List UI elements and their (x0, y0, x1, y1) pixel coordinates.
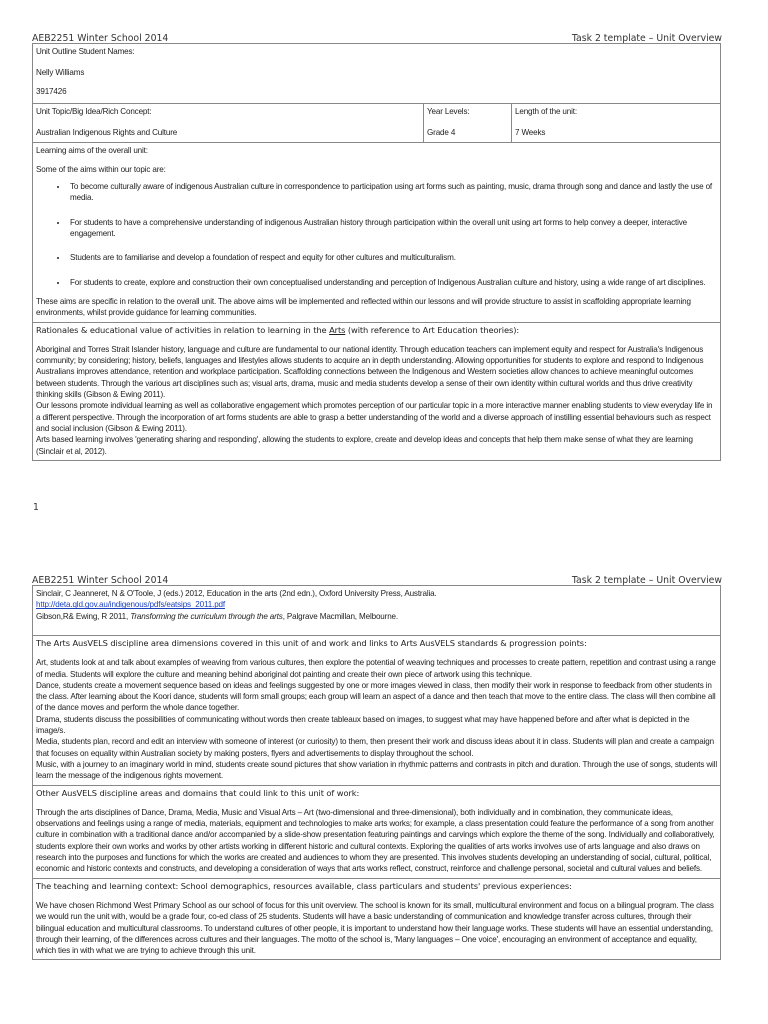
reference-gibson-authors: Gibson,R& Ewing, R 2011, (36, 611, 131, 621)
context-cell (33, 878, 721, 960)
rationale-label-arts: Arts (329, 324, 346, 335)
rationale-label-end: (with reference to Art Education theories): (345, 324, 520, 335)
length-value: 7 Weeks (515, 128, 546, 138)
unit-overview-table-2 (32, 585, 721, 960)
dimensions-art: Art, students look at and talk about examples of weaving from various cultures, then explore the potential of weaving techniques and processes to create pattern, repetition and contrast using a range of media. Students will explore the culture and meaning behind aboriginal dot painting and create their own piece of artwork using this technique. (36, 658, 716, 679)
dimensions-media: Media, students plan, record and edit an interview with someone of interest (or curiosity) to them, then present their work and discuss ideas about it in class. Students will plan and create a campaign that focuses on equality within Australian society by making posters, flyers and advertisements to display throughout the school. (36, 737, 714, 758)
rationale-paragraph: Arts based learning involves 'generating sharing and responding', allowing the students to explore, create and develop ideas and concepts that help them make sense of what they are learning (Sinclair et al, 2012). (36, 435, 693, 456)
unit-overview-table-1 (32, 43, 721, 461)
page-number: 1 (33, 502, 39, 513)
header-left: AEB2251 Winter School 2014 (32, 33, 169, 44)
topic-cell (33, 104, 424, 143)
topic-value: Australian Indigenous Rights and Culture (36, 128, 178, 138)
dimensions-drama: Drama, students discuss the possibilities of communicating without words then create tableaux based on images, to suggest what may have happened before and after what is depicted in the image/s. (36, 714, 690, 736)
rationale-paragraph: Aboriginal and Torres Strait Islander history, language and culture are fundamental to our national identity. Through education teachers can implement equity and respect for Australia's Indigenous community; by considering; history, beliefs, languages and lifestyles allows students to acquire an in depth understanding. Allowing opportunities for students to explore and respond to Indigenous Australians improves attendance, retention and workplace participation. Scaffolding connections between the Indigenous and Western societies allow chances to achieve meaningful outcomes between students. Through the various art disciplines such as; visual arts, drama, music and media students develop a sense of their own identity within cultural worlds and thus drive creativity thinking skills (Gibson & Ewing 2011). (36, 344, 704, 400)
other-areas-label: Other AusVELS discipline areas and domains that could link to this unit of work: (36, 787, 360, 798)
aims-intro: Some of the aims within our topic are: (36, 164, 166, 174)
dimensions-label: The Arts AusVELS discipline area dimensions covered in this unit of and work and links to Arts AusVELS standards & progression points: (36, 638, 587, 648)
aims-label: Learning aims of the overall unit: (36, 145, 148, 155)
aims-item: • For students to create, explore and construction their own conceptualised understanding and perception of Indigenous Australian culture and history, using a wide range of art disciplines. (68, 277, 717, 288)
page-2 (0, 572, 768, 1024)
dimensions-dance: Dance, students create a movement sequence based on ideas and feelings suggested by one or more images viewed in class, then modify their work in response to feedback from other students in the class. After learning about the Koori dance, students will form small groups; each group will learn an aspect of a dance and then teach that move to the entire class. The class will then combine all of the dance moves and perform the whole dance together. (36, 680, 716, 713)
aims-item: • To become culturally aware of indigenous Australian culture in correspondence to participation using art forms such as painting, music, drama through song and dance and lastly the use of media. (68, 181, 717, 204)
student-id: 3917426 (36, 86, 67, 96)
other-areas-paragraph: Through the arts disciplines of Dance, Drama, Media, Music and Visual Arts – Art (two-dimensional and three-dimensional), both individually and in combination, they communicate ideas, observations and feelings using a range of media, materials, equipment and technologies to make arts works; for example, a class presentation could feature the performance of a song from another culture in combination with a traditional dance and/or accompanied by a slide-show presentation featuring paintings and carvings which explore the theme of the song. Individually and collaboratively, students explore their own works and works by other artists working in different historic and cultural contexts. Exploring the qualities of arts works involves use of arts language and also draws on research into the purposes and functions for which the works are created and audiences to whom they are presented. This involves students developing an understanding of social, cultural, political, economic and historic contexts and constructs, and developing a consideration of ways that arts works reflect, construct, reinforce and challenge personal, societal and cultural values and beliefs. (36, 807, 715, 874)
reference-gibson-publisher: , Palgrave Macmillan, Melbourne. (282, 611, 398, 621)
aims-item: • Students are to familiarise and develop a foundation of respect and equity for other cultures and multiculturalism. (68, 252, 717, 263)
rationale-label-start: Rationales & educational value of activities in relation to learning in the (36, 324, 330, 335)
length-cell (512, 104, 721, 143)
header-right: Task 2 template – Unit Overview (571, 33, 722, 44)
reference-gibson-title: Transforming the curriculum through the arts (130, 611, 283, 621)
reference-link[interactable]: http://deta.qld.gov.au/indigenous/pdfs/eatsips_2011.pdf (36, 600, 225, 610)
header-left: AEB2251 Winter School 2014 (32, 575, 169, 586)
reference-gibson (36, 611, 717, 622)
reference-sinclair: Sinclair, C Jeanneret, N & O'Toole, J (eds.) 2012, Education in the arts (2nd edn.), Oxford University Press, Australia. (36, 589, 437, 598)
year-label: Year Levels: (427, 107, 470, 116)
dimensions-cell (33, 636, 721, 786)
header-right: Task 2 template – Unit Overview (571, 575, 722, 586)
other-areas-cell (33, 785, 721, 878)
aims-closing: These aims are specific in relation to the overall unit. The above aims will be implemented and reflected within our lessons and will provide structure to assist in scaffolding appropriate learning environments, whilst provide guidance for learning communities. (36, 296, 691, 318)
context-paragraph: We have chosen Richmond West Primary School as our school of focus for this unit overview. The school is known for its small, multicultural environment and focus on a bilingual program. The class we would run the unit with, would be a grade four, co-ed class of 25 students. Students will have a basic understanding of communication and knowledge transfer across cultures, through their bilingual education and multicultural classrooms. To understand cultures of other people, it is important to understand how their language works. These students will have an essential understanding, through their learning, of the differences across cultures and their languages. The motto of the school is, 'Many languages – One voice', encouraging an environment of acceptance and equality, which ties in with what we are trying to achieve through this unit. (36, 900, 714, 956)
dimensions-music: Music, with a journey to an imaginary world in mind, students create sound pictures that show variation in rhythmic patterns and contrasts in pitch and duration. Through the use of songs, students will learn the message of the indigenous rights movement. (36, 759, 717, 781)
student-name: Nelly Williams (36, 68, 85, 78)
aims-item: • For students to have a comprehensive understanding of indigenous Australian history through participation within the overall unit using art forms to help convey a deeper, interactive engagement. (68, 217, 717, 240)
aims-cell (33, 142, 721, 322)
rationale-paragraph: Our lessons promote individual learning as well as collaborative engagement which promotes perception of our particular topic in a more interactive manner enabling students to view everyday life in a different perspective. Through the incorporation of art forms students are able to grasp a better understanding of the world and a diverse approach of instilling essential behaviours such as respect and social inclusion (Gibson & Ewing 2011). (36, 401, 713, 433)
students-label: Unit Outline Student Names: (36, 47, 135, 56)
aims-list (36, 181, 717, 288)
rationale-cell (33, 322, 721, 460)
context-label: The teaching and learning context: School demographics, resources available, class particulars and students' previous experiences: (36, 880, 572, 891)
topic-label: Unit Topic/Big Idea/Rich Concept: (36, 107, 152, 116)
references-cell (33, 586, 721, 636)
year-cell (424, 104, 512, 143)
year-value: Grade 4 (427, 128, 456, 138)
students-cell (33, 44, 721, 104)
rationale-label (36, 325, 717, 336)
length-label: Length of the unit: (515, 107, 577, 116)
